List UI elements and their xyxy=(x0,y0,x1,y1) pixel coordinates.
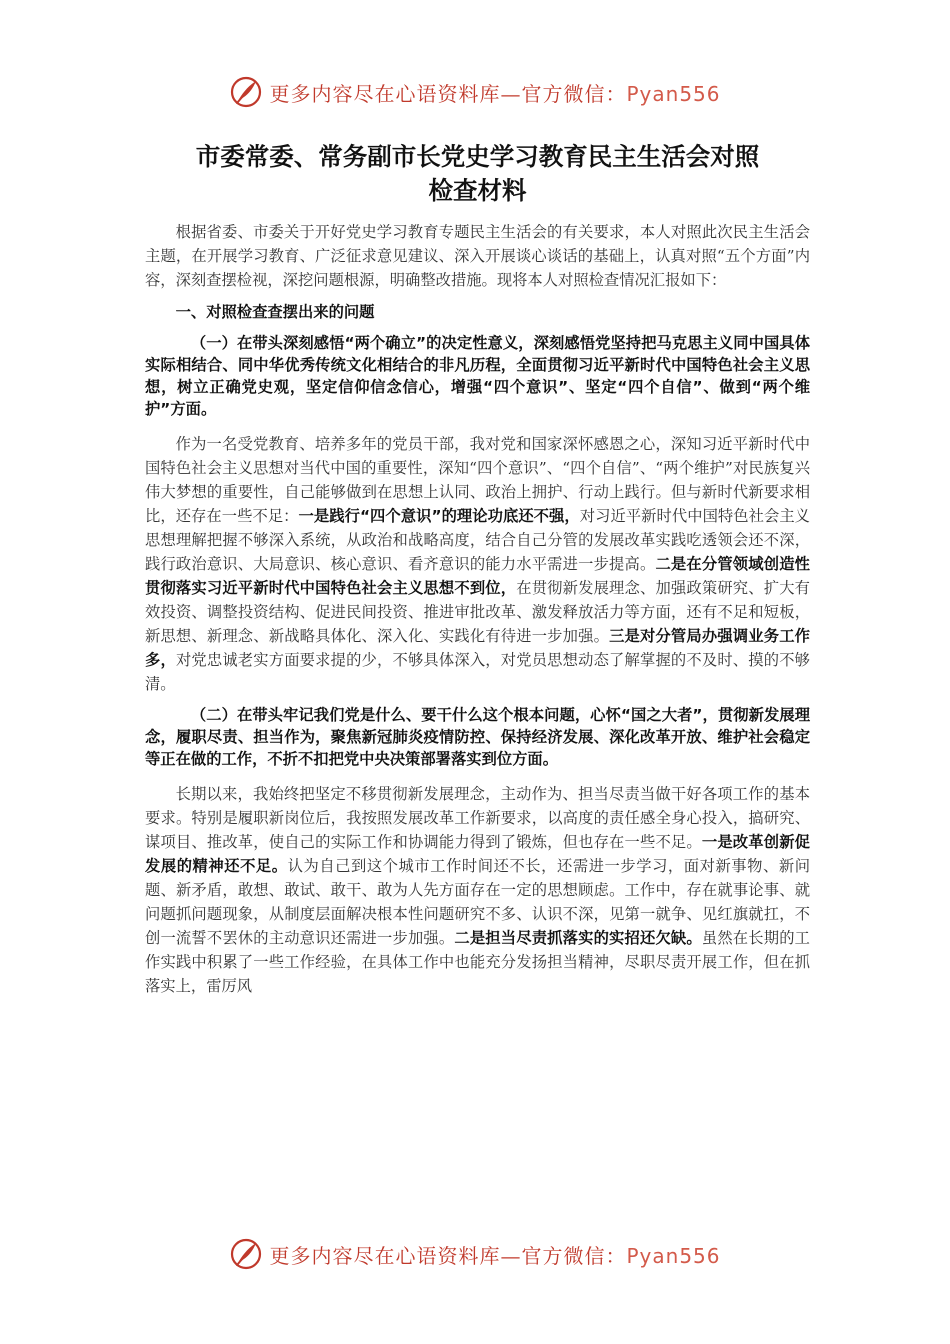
subsection-heading-1: （一）在带头深刻感悟“两个确立”的决定性意义，深刻感悟党坚持把马克思主义同中国具体实际相结合、同中华优秀传统文化相结合的非凡历程，全面贯彻习近平新时代中国特色社会主义思想，树立正确党史观，坚定信仰信念信心，增强“四个意识”、坚定“四个自信”、做到“两个维护”方面。 xyxy=(145,334,810,418)
title-line-1: 市委常委、常务副市长党史学习教育民主生活会对照 xyxy=(195,142,760,171)
key-point-2: 二是在分管领域创造性贯彻落实习近平新时代中国特色社会主义思想不到位， xyxy=(145,555,810,597)
quill-logo-icon xyxy=(229,1237,263,1271)
banner-wechat-id: Pyan556 xyxy=(626,1243,721,1268)
paragraph-2: 作为一名受党教育、培养多年的党员干部，我对党和国家深怀感恩之心，深知习近平新时代中国特色社会主义思想对当代中国的重要性，深知“四个意识”、“四个自信”、“两个维护”对民族复兴伟大梦想的重要性，自己能够做到在思想上认同、政治上拥护、行动上践行。但与新时代新要求相比，还存在一些不足：一是践行“四个意识”的理论功底还不强，对习近平新时代中国特色社会主义思想理解把握不够深入系统，从政治和战略高度，结合自己分管的发展改革实践吃透领会还不深，践行政治意识、大局意识、核心意识、看齐意识的能力水平需进一步提高。二是在分管领域创造性贯彻落实习近平新时代中国特色社会主义思想不到位，在贯彻新发展理念、加强政策研究、扩大有效投资、调整投资结构、促进民间投资、推进审批改革、激发释放活力等方面，还有不足和短板，新思想、新理念、新战略具体化、深入化、实践化有待进一步加强。三是对分管局办强调业务工作多，对党忠诚老实方面要求提的少，不够具体深入，对党员思想动态了解掌握的不及时、摸的不够清。 xyxy=(145,435,810,693)
quill-logo-icon xyxy=(229,75,263,109)
banner-wechat-id: Pyan556 xyxy=(626,81,721,106)
intro-paragraph: 根据省委、市委关于开好党史学习教育专题民主生活会的有关要求，本人对照此次民主生活会主题，在开展学习教育、广泛征求意见建议、深入开展谈心谈话的基础上，认真对照“五个方面”内容，深刻查摆检视，深挖问题根源，明确整改措施。现将本人对照检查情况汇报如下： xyxy=(145,223,810,289)
paragraph-3: 长期以来，我始终把坚定不移贯彻新发展理念，主动作为、担当尽责当做干好各项工作的基本要求。特别是履职新岗位后，我按照发展改革工作新要求，以高度的责任感全身心投入，搞研究、谋项目、推改革，使自己的实际工作和协调能力得到了锻炼，但也存在一些不足。一是改革创新促发展的精神还不足。认为自己到这个城市工作时间还不长，还需进一步学习，面对新事物、新问题、新矛盾，敢想、敢试、敢干、敢为人先方面存在一定的思想顾虑。工作中，存在就事论事、就问题抓问题现象，从制度层面解决根本性问题研究不多、认识不深，见第一就争、见红旗就扛，不创一流誓不罢休的主动意识还需进一步加强。二是担当尽责抓落实的实招还欠缺。虽然在长期的工作实践中积累了一些工作经验，在具体工作中也能充分发扬担当精神，尽职尽责开展工作，但在抓落实上，雷厉风 xyxy=(145,785,810,995)
key-point-1: 一是践行“四个意识”的理论功底还不强， xyxy=(298,507,580,525)
key-point-4: 一是改革创新促发展的精神还不足。 xyxy=(145,833,810,875)
section-heading-1: 一、对照检查查摆出来的问题 xyxy=(175,303,375,321)
key-point-5: 二是担当尽责抓落实的实招还欠缺。 xyxy=(454,929,702,947)
subsection-heading-2: （二）在带头牢记我们党是什么、要干什么这个根本问题，心怀“国之大者”，贯彻新发展理念，履职尽责、担当作为，聚焦新冠肺炎疫情防控、保持经济发展、深化改革开放、维护社会稳定等正在做的工作，不折不扣把党中央决策部署落实到位方面。 xyxy=(145,706,810,768)
banner-text: 更多内容尽在心语资料库—官方微信：Pyan556 xyxy=(269,81,721,106)
banner-text: 更多内容尽在心语资料库—官方微信：Pyan556 xyxy=(269,1243,721,1268)
key-point-3: 三是对分管局办强调业务工作多， xyxy=(145,627,810,669)
page-title xyxy=(145,140,810,208)
header-watermark-banner xyxy=(0,70,950,114)
document-body xyxy=(145,140,810,1006)
footer-watermark-banner xyxy=(0,1232,950,1276)
title-line-2: 检查材料 xyxy=(428,176,527,205)
